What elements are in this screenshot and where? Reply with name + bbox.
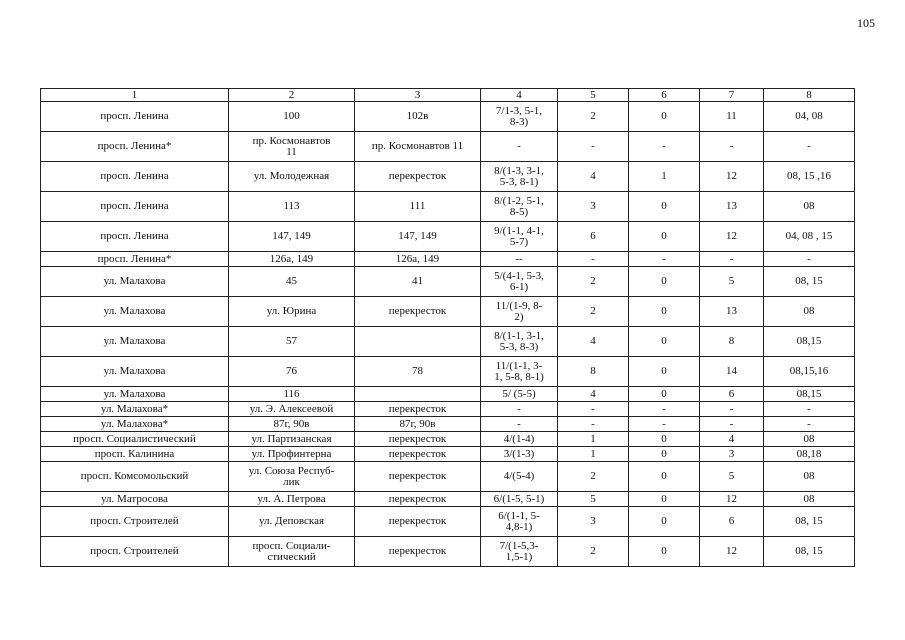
- table-cell: 126а, 149: [229, 252, 355, 267]
- page-number: 105: [857, 16, 875, 30]
- table-cell: 4/(1-4): [481, 432, 558, 447]
- table-cell: -: [700, 417, 764, 432]
- table-cell: ул. Деповская: [229, 507, 355, 537]
- table-cell: ул. Малахова: [41, 387, 229, 402]
- table-cell: ул. Малахова: [41, 327, 229, 357]
- table-cell: [355, 387, 481, 402]
- table-cell: -: [558, 417, 629, 432]
- table-cell: 1: [558, 432, 629, 447]
- table-cell: 13: [700, 192, 764, 222]
- table-cell: ул. Партизанская: [229, 432, 355, 447]
- table-row: [41, 402, 855, 417]
- table-cell: перекресток: [355, 537, 481, 567]
- table-cell: 102в: [355, 102, 481, 132]
- table-cell: 6: [700, 387, 764, 402]
- table-row: [41, 297, 855, 327]
- table-cell: 08: [764, 462, 855, 492]
- table-cell: 2: [558, 267, 629, 297]
- table-cell: 12: [700, 492, 764, 507]
- table-cell: 6: [558, 222, 629, 252]
- table-cell: 116: [229, 387, 355, 402]
- table-cell: 0: [629, 267, 700, 297]
- table-cell: 6/(1-1, 5- 4,8-1): [481, 507, 558, 537]
- table-cell: 08, 15 ,16: [764, 162, 855, 192]
- table-row: [41, 327, 855, 357]
- table-cell: перекресток: [355, 297, 481, 327]
- table-cell: просп. Социали- стический: [229, 537, 355, 567]
- table-cell: 111: [355, 192, 481, 222]
- table-row: [41, 162, 855, 192]
- table-cell: 9/(1-1, 4-1, 5-7): [481, 222, 558, 252]
- table-cell: перекресток: [355, 432, 481, 447]
- table-cell: -: [629, 417, 700, 432]
- table-cell: пр. Космонавтов 11: [355, 132, 481, 162]
- column-header: 2: [229, 89, 355, 102]
- table-cell: 3: [700, 447, 764, 462]
- table-cell: ул. Матросова: [41, 492, 229, 507]
- table-cell: 08,15: [764, 327, 855, 357]
- table-cell: [355, 327, 481, 357]
- table-cell: 4/(5-4): [481, 462, 558, 492]
- table-cell: ул. Малахова*: [41, 402, 229, 417]
- table-cell: 0: [629, 297, 700, 327]
- table-cell: 08: [764, 297, 855, 327]
- intersections-table: [40, 88, 855, 567]
- table-cell: 1: [558, 447, 629, 462]
- table-cell: 41: [355, 267, 481, 297]
- table-cell: перекресток: [355, 447, 481, 462]
- table-cell: перекресток: [355, 507, 481, 537]
- table-cell: 4: [558, 387, 629, 402]
- table-cell: перекресток: [355, 492, 481, 507]
- column-header: 8: [764, 89, 855, 102]
- table-cell: ул. Малахова: [41, 267, 229, 297]
- table-cell: 2: [558, 537, 629, 567]
- table-cell: 78: [355, 357, 481, 387]
- table-row: [41, 387, 855, 402]
- table-cell: ул. Э. Алексеевой: [229, 402, 355, 417]
- table-cell: -: [764, 252, 855, 267]
- table-cell: 12: [700, 537, 764, 567]
- table-cell: -: [558, 252, 629, 267]
- table-cell: 08: [764, 432, 855, 447]
- table-cell: 76: [229, 357, 355, 387]
- table-cell: -: [481, 402, 558, 417]
- table-cell: 13: [700, 297, 764, 327]
- table-cell: 3/(1-3): [481, 447, 558, 462]
- table-cell: ул. Молодежная: [229, 162, 355, 192]
- table-cell: 2: [558, 462, 629, 492]
- table-cell: просп. Строителей: [41, 537, 229, 567]
- table-cell: 113: [229, 192, 355, 222]
- table-cell: 8: [700, 327, 764, 357]
- table-cell: -: [558, 132, 629, 162]
- table-row: [41, 132, 855, 162]
- table-cell: 0: [629, 192, 700, 222]
- column-header: 4: [481, 89, 558, 102]
- table-cell: перекресток: [355, 402, 481, 417]
- table-row: [41, 537, 855, 567]
- table-cell: ул. Юрина: [229, 297, 355, 327]
- table-cell: 0: [629, 102, 700, 132]
- table-cell: ул. Союза Респуб- лик: [229, 462, 355, 492]
- table-cell: ул. Профинтерна: [229, 447, 355, 462]
- table-cell: 0: [629, 327, 700, 357]
- table-cell: 12: [700, 162, 764, 192]
- table-cell: -: [700, 252, 764, 267]
- table-cell: 100: [229, 102, 355, 132]
- table-cell: 8: [558, 357, 629, 387]
- table-cell: просп. Строителей: [41, 507, 229, 537]
- table-cell: -: [700, 132, 764, 162]
- table-cell: 0: [629, 432, 700, 447]
- table-row: [41, 222, 855, 252]
- table-cell: 04, 08: [764, 102, 855, 132]
- table-row: [41, 252, 855, 267]
- table-cell: просп. Ленина*: [41, 132, 229, 162]
- column-header: 7: [700, 89, 764, 102]
- table-row: [41, 102, 855, 132]
- table-cell: 8/(1-2, 5-1, 8-5): [481, 192, 558, 222]
- table-cell: 7/1-3, 5-1, 8-3): [481, 102, 558, 132]
- table-cell: ул. Малахова: [41, 357, 229, 387]
- table-cell: 7/(1-5,3- 1,5-1): [481, 537, 558, 567]
- column-header: 5: [558, 89, 629, 102]
- table-cell: 147, 149: [229, 222, 355, 252]
- table-cell: 4: [558, 327, 629, 357]
- table-cell: 12: [700, 222, 764, 252]
- table-cell: 0: [629, 462, 700, 492]
- table-cell: 87г, 90в: [355, 417, 481, 432]
- header-row: [41, 89, 855, 102]
- table-row: [41, 462, 855, 492]
- table-cell: перекресток: [355, 162, 481, 192]
- table-cell: просп. Ленина: [41, 222, 229, 252]
- table-row: [41, 417, 855, 432]
- table-cell: --: [481, 252, 558, 267]
- table-cell: 0: [629, 492, 700, 507]
- table-cell: 4: [700, 432, 764, 447]
- table-cell: 08, 15: [764, 267, 855, 297]
- table-cell: 5/ (5-5): [481, 387, 558, 402]
- table-cell: 6/(1-5, 5-1): [481, 492, 558, 507]
- column-header: 6: [629, 89, 700, 102]
- table-cell: просп. Ленина*: [41, 252, 229, 267]
- column-header: 1: [41, 89, 229, 102]
- table-row: [41, 507, 855, 537]
- table-cell: -: [700, 402, 764, 417]
- table-cell: 147, 149: [355, 222, 481, 252]
- table-cell: ул. Малахова: [41, 297, 229, 327]
- table-cell: -: [481, 132, 558, 162]
- table-cell: 126а, 149: [355, 252, 481, 267]
- table-cell: 5: [700, 462, 764, 492]
- table-cell: 08: [764, 192, 855, 222]
- table-row: [41, 192, 855, 222]
- table-cell: 0: [629, 537, 700, 567]
- table-cell: 11/(1-9, 8- 2): [481, 297, 558, 327]
- table-cell: -: [764, 402, 855, 417]
- table-cell: просп. Социалистический: [41, 432, 229, 447]
- table-cell: 8/(1-1, 3-1, 5-3, 8-3): [481, 327, 558, 357]
- table-cell: 08,15,16: [764, 357, 855, 387]
- table-cell: 08, 15: [764, 507, 855, 537]
- table-cell: 45: [229, 267, 355, 297]
- table-cell: -: [629, 402, 700, 417]
- table-cell: 08: [764, 492, 855, 507]
- table-cell: 0: [629, 507, 700, 537]
- table-cell: 04, 08 , 15: [764, 222, 855, 252]
- table-cell: 2: [558, 297, 629, 327]
- table-cell: 5/(4-1, 5-3, 6-1): [481, 267, 558, 297]
- table-cell: 14: [700, 357, 764, 387]
- table-cell: 0: [629, 447, 700, 462]
- table-cell: -: [764, 417, 855, 432]
- table-cell: 57: [229, 327, 355, 357]
- table-cell: ул. А. Петрова: [229, 492, 355, 507]
- table-cell: -: [629, 252, 700, 267]
- table-cell: 3: [558, 507, 629, 537]
- table-cell: -: [764, 132, 855, 162]
- table-cell: 11/(1-1, 3- 1, 5-8, 8-1): [481, 357, 558, 387]
- table-cell: 3: [558, 192, 629, 222]
- table-cell: ул. Малахова*: [41, 417, 229, 432]
- table-cell: 8/(1-3, 3-1, 5-3, 8-1): [481, 162, 558, 192]
- table-cell: просп. Ленина: [41, 162, 229, 192]
- table-cell: 2: [558, 102, 629, 132]
- table-cell: 6: [700, 507, 764, 537]
- table-cell: пр. Космонавтов 11: [229, 132, 355, 162]
- table-row: [41, 492, 855, 507]
- table-cell: 08,18: [764, 447, 855, 462]
- table-cell: 0: [629, 357, 700, 387]
- table-cell: 0: [629, 387, 700, 402]
- table-cell: просп. Комсомольский: [41, 462, 229, 492]
- table-row: [41, 447, 855, 462]
- table-cell: -: [558, 402, 629, 417]
- table-cell: 87г, 90в: [229, 417, 355, 432]
- table-cell: перекресток: [355, 462, 481, 492]
- table-cell: 0: [629, 222, 700, 252]
- table-row: [41, 267, 855, 297]
- table-cell: просп. Ленина: [41, 192, 229, 222]
- table-cell: 11: [700, 102, 764, 132]
- table-cell: просп. Ленина: [41, 102, 229, 132]
- table-cell: -: [481, 417, 558, 432]
- table-row: [41, 432, 855, 447]
- column-header: 3: [355, 89, 481, 102]
- table-cell: 1: [629, 162, 700, 192]
- table-cell: 5: [700, 267, 764, 297]
- table-cell: 08, 15: [764, 537, 855, 567]
- table-cell: 4: [558, 162, 629, 192]
- table-cell: -: [629, 132, 700, 162]
- table-cell: просп. Калинина: [41, 447, 229, 462]
- table-cell: 08,15: [764, 387, 855, 402]
- table-row: [41, 357, 855, 387]
- table-cell: 5: [558, 492, 629, 507]
